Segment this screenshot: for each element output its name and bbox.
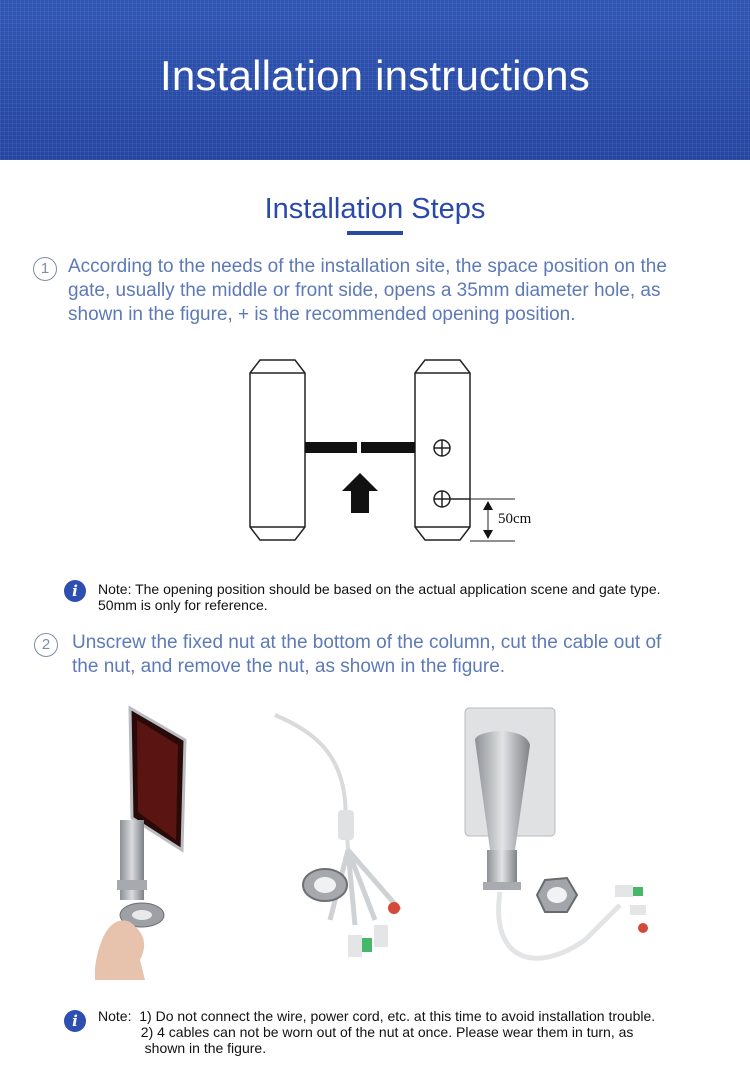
step-1-line: gate, usually the middle or front side, opens a 35mm diameter hole, as [68,280,661,301]
note-2-line: Note: 1) Do not connect the wire, power cord, etc. at this time to avoid installation trouble. [98,1008,656,1024]
step-1-number: 1 [33,257,57,281]
step-1-line: According to the needs of the installation site, the space position on the [68,256,667,277]
note-1-text [98,581,661,613]
left-column [250,360,305,540]
crosshair-icon [434,440,450,456]
gate-diagram [240,355,560,550]
title-underline [347,231,403,235]
note-1-line: 50mm is only for reference. [98,597,268,613]
step-2-line: the nut, and remove the nut, as shown in the figure. [72,656,506,677]
gate-bar-left [305,442,357,453]
note-2-text [98,1008,655,1056]
step-1-text [68,255,667,327]
step-1-line: shown in the figure, + is the recommended opening position. [68,304,576,325]
step-2-line: Unscrew the fixed nut at the bottom of the column, cut the cable out of [72,632,662,653]
photo-column-with-cables [455,700,665,980]
photo-device-with-nut [90,700,200,980]
gate-bar-right [361,442,415,453]
step-2-number: 2 [34,633,58,657]
arrow-up-icon [342,473,378,513]
note-2-line: shown in the figure. [98,1040,267,1056]
step-2-text [72,631,661,679]
note-1-line: Note: The opening position should be based on the actual application scene and gate type. [98,581,661,597]
photo-cable-and-nut [270,710,430,980]
info-icon: i [64,1010,86,1032]
section-title: Installation Steps [264,193,486,225]
note-2-line: 2) 4 cables can not be worn out of the nut at once. Please wear them in turn, as [98,1024,634,1040]
info-icon: i [64,580,86,602]
page-title: Installation instructions [160,52,590,99]
dimension-label: 50cm [498,511,532,527]
